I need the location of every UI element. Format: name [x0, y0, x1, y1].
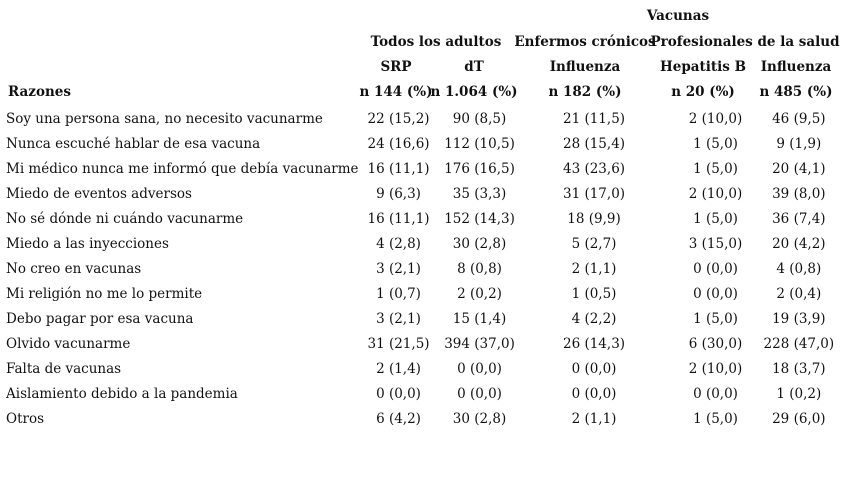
value-cell: 3 (2,1) — [376, 310, 421, 327]
value-cell: 0 (0,0) — [693, 260, 738, 277]
value-cell: 2 (10,0) — [688, 110, 743, 127]
value-cell: 2 (10,0) — [688, 360, 743, 377]
table-row — [6, 306, 834, 331]
value-cell: 0 (0,0) — [571, 360, 617, 377]
chronic-group-header: Enfermos crónicos — [514, 34, 656, 50]
value-cell: 1 (5,0) — [693, 160, 738, 177]
reason-cell: Aislamiento debido a la pandemia — [6, 385, 238, 402]
health-group-header: Profesionales de la salud — [650, 34, 840, 50]
value-cell: 3 (2,1) — [376, 260, 421, 277]
table-row — [6, 381, 834, 406]
value-cell: 2 (1,1) — [571, 410, 617, 427]
value-cell: 16 (11,1) — [367, 210, 430, 227]
reason-cell: Olvido vacunarme — [6, 335, 131, 352]
value-cell: 1 (0,7) — [376, 285, 421, 302]
value-cell: 30 (2,8) — [452, 410, 507, 427]
reason-cell: Miedo de eventos adversos — [6, 185, 192, 202]
table-row — [6, 356, 834, 381]
value-cell: 20 (4,2) — [772, 235, 826, 252]
value-cell: 18 (9,9) — [567, 210, 621, 227]
value-cell: 31 (17,0) — [562, 185, 626, 202]
value-cell: 2 (1,1) — [571, 260, 617, 277]
value-cell: 0 (0,0) — [693, 385, 738, 402]
table-row — [6, 206, 834, 231]
reason-cell: Soy una persona sana, no necesito vacunarme — [6, 110, 323, 127]
value-cell: 31 (21,5) — [367, 335, 430, 352]
value-cell: 1 (5,0) — [693, 135, 738, 152]
vaccines-group-header: Vacunas — [646, 8, 710, 24]
value-cell: 228 (47,0) — [763, 335, 835, 352]
value-cell: 1 (5,0) — [693, 310, 738, 327]
value-cell: 0 (0,0) — [376, 385, 421, 402]
value-cell: 112 (10,5) — [444, 135, 515, 152]
col-vaccine-hepatitis-b: Hepatitis B — [660, 59, 746, 75]
value-cell: 1 (0,5) — [571, 285, 617, 302]
col-n-influenza-chronic: n 182 (%) — [548, 84, 622, 100]
value-cell: 1 (5,0) — [693, 410, 738, 427]
value-cell: 39 (8,0) — [772, 185, 826, 202]
value-cell: 0 (0,0) — [457, 385, 502, 402]
value-cell: 24 (16,6) — [367, 135, 430, 152]
col-n-hepatitis-b: n 20 (%) — [671, 84, 735, 100]
reason-cell: No creo en vacunas — [6, 260, 142, 277]
value-cell: 18 (3,7) — [772, 360, 826, 377]
reason-cell: Debo pagar por esa vacuna — [6, 310, 194, 327]
table-row — [6, 156, 834, 181]
value-cell: 29 (6,0) — [772, 410, 826, 427]
value-cell: 3 (15,0) — [688, 235, 743, 252]
value-cell: 46 (9,5) — [772, 110, 826, 127]
value-cell: 8 (0,8) — [457, 260, 502, 277]
value-cell: 15 (1,4) — [452, 310, 507, 327]
table-row — [6, 106, 834, 131]
value-cell: 22 (15,2) — [367, 110, 430, 127]
reason-cell: Mi médico nunca me informó que debía vacunarme — [6, 160, 359, 177]
reasons-column-header: Razones — [8, 84, 71, 100]
col-n-influenza-health: n 485 (%) — [759, 84, 833, 100]
value-cell: 0 (0,0) — [571, 385, 617, 402]
value-cell: 152 (14,3) — [444, 210, 515, 227]
table-row — [6, 256, 834, 281]
table-row — [6, 331, 834, 356]
value-cell: 19 (3,9) — [772, 310, 826, 327]
reason-cell: No sé dónde ni cuándo vacunarme — [6, 210, 244, 227]
value-cell: 394 (37,0) — [444, 335, 515, 352]
value-cell: 2 (0,2) — [457, 285, 502, 302]
value-cell: 35 (3,3) — [452, 185, 507, 202]
value-cell: 4 (2,2) — [571, 310, 617, 327]
value-cell: 5 (2,7) — [571, 235, 617, 252]
value-cell: 90 (8,5) — [452, 110, 507, 127]
value-cell: 6 (30,0) — [688, 335, 743, 352]
col-n-srp: n 144 (%) — [359, 84, 433, 100]
value-cell: 0 (0,0) — [457, 360, 502, 377]
value-cell: 2 (10,0) — [688, 185, 743, 202]
col-vaccine-dt: dT — [464, 59, 484, 75]
value-cell: 2 (1,4) — [376, 360, 421, 377]
value-cell: 43 (23,6) — [562, 160, 626, 177]
value-cell: 176 (16,5) — [444, 160, 515, 177]
table-row — [6, 406, 834, 431]
value-cell: 6 (4,2) — [376, 410, 421, 427]
table-row — [6, 181, 834, 206]
value-cell: 26 (14,3) — [562, 335, 626, 352]
value-cell: 1 (0,2) — [776, 385, 822, 402]
value-cell: 16 (11,1) — [367, 160, 430, 177]
value-cell: 36 (7,4) — [772, 210, 826, 227]
reason-cell: Falta de vacunas — [6, 360, 122, 377]
value-cell: 1 (5,0) — [693, 210, 738, 227]
value-cell: 9 (1,9) — [776, 135, 822, 152]
table-row — [6, 281, 834, 306]
value-cell: 4 (2,8) — [376, 235, 421, 252]
reason-cell: Mi religión no me lo permite — [6, 285, 203, 302]
reason-cell: Otros — [6, 410, 45, 427]
adults-group-header: Todos los adultos — [370, 34, 502, 50]
reasons-table — [6, 106, 834, 431]
value-cell: 28 (15,4) — [562, 135, 626, 152]
value-cell: 4 (0,8) — [776, 260, 822, 277]
value-cell: 0 (0,0) — [693, 285, 738, 302]
reason-cell: Miedo a las inyecciones — [6, 235, 169, 252]
value-cell: 9 (6,3) — [376, 185, 421, 202]
value-cell: 20 (4,1) — [772, 160, 826, 177]
value-cell: 2 (0,4) — [776, 285, 822, 302]
col-vaccine-influenza-chronic: Influenza — [549, 59, 621, 75]
col-vaccine-influenza-health: Influenza — [760, 59, 832, 75]
reason-cell: Nunca escuché hablar de esa vacuna — [6, 135, 261, 152]
table-row — [6, 231, 834, 256]
value-cell: 30 (2,8) — [452, 235, 507, 252]
col-vaccine-srp: SRP — [380, 59, 412, 75]
table-row — [6, 131, 834, 156]
col-n-dt: n 1.064 (%) — [430, 84, 518, 100]
value-cell: 21 (11,5) — [562, 110, 626, 127]
